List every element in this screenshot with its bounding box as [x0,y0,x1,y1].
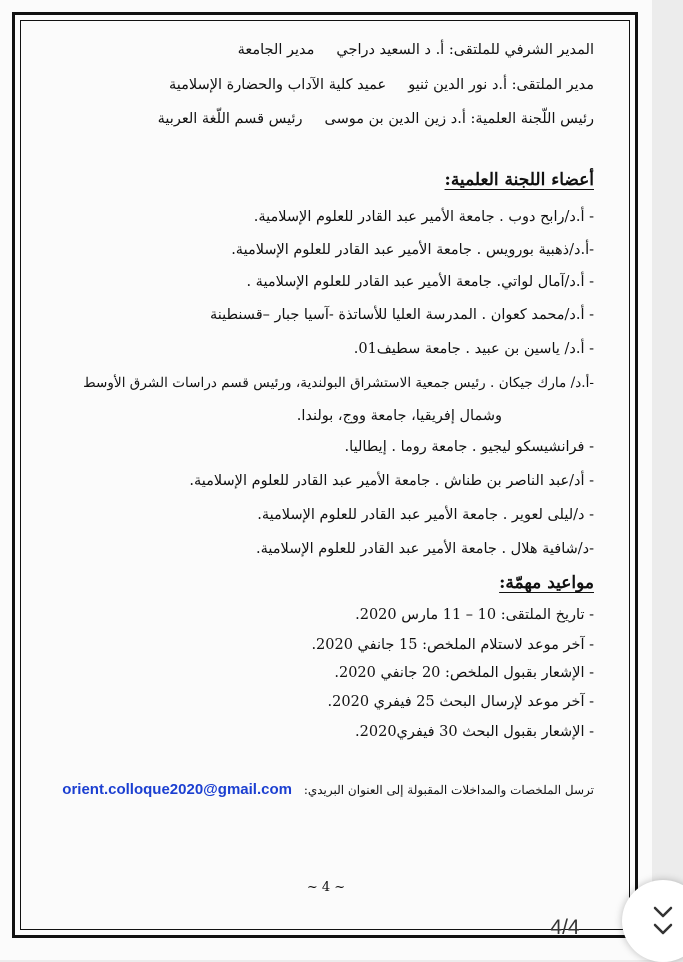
page-indicator: 4/4 [550,916,580,939]
contact-text: ترسل الملخصات والمداخلات المقبولة إلى العنوان البريدي: [303,783,594,797]
committee-member: - أ.د/ ياسين بن عبيد . جامعة سطيف01. [353,341,594,357]
committee-member: - فرانشيسكو ليجيو . جامعة روما . إيطاليا. [344,439,594,455]
date-item: - آخر موعد لإرسال البحث 25 فيفري 2020. [327,694,594,710]
committee-member-continuation: وشمال إفريقيا، جامعة ووج، بولندا. [296,408,502,424]
page-footer-number: ~ 4 ~ [306,880,346,895]
committee-member: - أ.د/آمال لواتي. جامعة الأمير عبد القادر للعلوم الإسلامية . [246,274,594,290]
committee-member: -أ.د/ذهبية بورويس . جامعة الأمير عبد القادر للعلوم الإسلامية. [231,242,594,258]
honorary-director-line [238,40,594,60]
date-item: - آخر موعد لاستلام الملخص: 15 جانفي 2020. [311,637,594,653]
date-item: - الإشعار بقبول الملخص: 20 جانفي 2020. [334,665,594,681]
honorary-director-label: المدير الشرفي للملتقى: أ. د السعيد دراجي [336,42,594,58]
committee-heading: أعضاء اللجنة العلمية: [444,170,594,190]
conference-director-label: مدير الملتقى: أ.د نور الدين ثنيو [408,77,594,93]
committee-member: - أ.د/رابح دوب . جامعة الأمير عبد القادر للعلوم الإسلامية. [253,209,594,225]
committee-member: -أ.د/ مارك جيكان . رئيس جمعية الاستشراق البولندية، ورئيس قسم دراسات الشرق الأوسط [83,375,594,391]
date-item: - الإشعار بقبول البحث 30 فيفري2020. [355,724,594,740]
conference-director-line [169,75,594,95]
committee-chair-label: رئيس اللّجنة العلمية: أ.د زين الدين بن موسى [324,111,594,127]
honorary-director-role: مدير الجامعة [237,42,315,58]
date-item: - تاريخ الملتقى: 10 – 11 مارس 2020. [355,607,594,623]
contact-email-link[interactable]: orient.colloque2020@gmail.com [62,781,292,798]
contact-line [62,780,594,800]
committee-member: - أد/عبد الناصر بن طناش . جامعة الأمير عبد القادر للعلوم الإسلامية. [189,473,594,489]
committee-chair-role: رئيس قسم اللّغة العربية [157,111,303,127]
dates-heading: مواعيد مهمّة: [499,573,594,593]
conference-director-role: عميد كلية الآداب والحضارة الإسلامية [169,77,387,93]
committee-member: -د/شافية هلال . جامعة الأمير عبد القادر للعلوم الإسلامية. [256,541,594,557]
committee-member: - أ.د/محمد كعوان . المدرسة العليا للأساتذة -آسيا جبار –قسنطينة [210,307,594,323]
committee-member: - د/ليلى لعوير . جامعة الأمير عبد القادر للعلوم الإسلامية. [257,507,594,523]
chevron-down-icon [653,905,673,939]
committee-chair-line [158,109,594,129]
